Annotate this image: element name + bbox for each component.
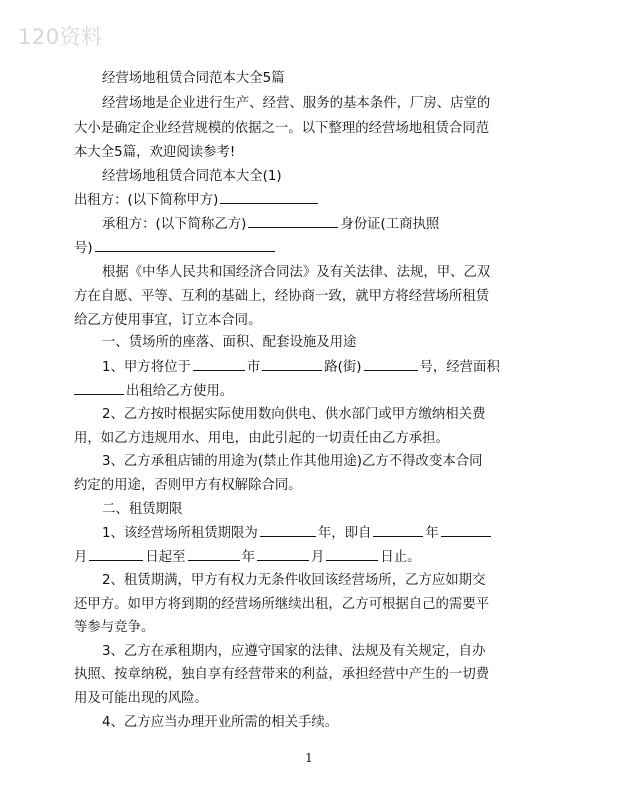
section2-item2: 还甲方。如甲方将到期的经营场所继续出租，乙方可根据自己的需要平 bbox=[74, 597, 490, 612]
intro-line: 大小是确定企业经营规模的依据之一。以下整理的经营场地租赁合同范 bbox=[74, 121, 490, 136]
watermark-logo: 120资料 bbox=[18, 25, 103, 49]
section1-heading: 一、赁场所的座落、面积、配套设施及用途 bbox=[102, 335, 357, 350]
section2-item3: 执照、按章纳税，独自享有经营带来的利益，承担经营中产生的一切费 bbox=[74, 667, 490, 682]
lessor-line bbox=[74, 191, 320, 210]
intro-line: 本大全5篇，欢迎阅读参考! bbox=[74, 145, 236, 160]
contract-title: 经营场地租赁合同范本大全(1) bbox=[102, 169, 282, 184]
section1-item2: 用，如乙方违规用水、用电，由此引起的一切责任由乙方承担。 bbox=[74, 431, 449, 446]
start-year-blank[interactable] bbox=[373, 524, 423, 537]
road-blank[interactable] bbox=[262, 358, 322, 371]
section2-heading: 二、租赁期限 bbox=[102, 502, 183, 517]
preamble-line: 方在自愿、平等、互利的基础上，经协商一致，就甲方将经营场所租赁 bbox=[74, 289, 490, 304]
section2-item2: 2、租赁期满，甲方有权力无条件收回该经营场所，乙方应如期交 bbox=[102, 573, 486, 588]
section1-item3: 3、乙方承租店铺的用途为(禁止作其他用途)乙方不得改变本合同 bbox=[102, 454, 483, 469]
item-text: 日止。 bbox=[380, 550, 421, 565]
start-month-blank[interactable] bbox=[441, 524, 491, 537]
item-text: 年 bbox=[241, 550, 255, 565]
section2-item1-cont bbox=[74, 548, 421, 567]
page-number: 1 bbox=[305, 751, 313, 765]
item-text: 1、该经营场所租赁期限为 bbox=[102, 526, 258, 541]
item-text: 路(街) bbox=[324, 360, 362, 375]
preamble-line: 给乙方使用事宜，订立本合同。 bbox=[74, 313, 262, 328]
id-label: 身份证(工商执照 bbox=[340, 217, 440, 232]
item-text: 出租给乙方使用。 bbox=[126, 384, 234, 399]
preamble-line: 根据《中华人民共和国经济合同法》及有关法律、法规，甲、乙双 bbox=[102, 265, 491, 280]
section1-item3: 约定的用途，否则甲方有权解除合同。 bbox=[74, 478, 302, 493]
item-text: 年，即自 bbox=[317, 526, 372, 541]
number-blank[interactable] bbox=[364, 358, 418, 371]
end-month-blank[interactable] bbox=[257, 548, 309, 561]
id-line bbox=[74, 239, 277, 258]
section2-item4: 4、乙方应当办理开业所需的相关手续。 bbox=[102, 715, 339, 730]
section1-item1 bbox=[102, 358, 500, 377]
lessee-blank[interactable] bbox=[248, 215, 338, 228]
lessee-line bbox=[102, 215, 439, 234]
id-label-end: 号) bbox=[74, 241, 93, 256]
id-blank[interactable] bbox=[95, 239, 275, 252]
document-title: 经营场地租赁合同范本大全5篇 bbox=[102, 71, 285, 86]
item-text: 号，经营面积 bbox=[419, 360, 500, 375]
item-text: 年 bbox=[425, 526, 439, 541]
area-blank[interactable] bbox=[74, 382, 124, 395]
item-text: 月 bbox=[74, 550, 88, 565]
lessor-blank[interactable] bbox=[220, 191, 318, 204]
end-day-blank[interactable] bbox=[326, 548, 378, 561]
years-blank[interactable] bbox=[260, 524, 316, 537]
section2-item2: 等参与竞争。 bbox=[74, 620, 155, 635]
end-year-blank[interactable] bbox=[188, 548, 240, 561]
section2-item1 bbox=[102, 524, 493, 543]
section1-item1-cont bbox=[74, 382, 233, 401]
lessor-label: 出租方：(以下简称甲方) bbox=[74, 193, 219, 208]
start-day-blank[interactable] bbox=[89, 548, 143, 561]
item-text: 月 bbox=[310, 550, 325, 565]
item-text: 市 bbox=[246, 360, 261, 375]
item-text: 日起至 bbox=[145, 550, 186, 565]
city-blank[interactable] bbox=[193, 358, 245, 371]
section2-item3: 用及可能出现的风险。 bbox=[74, 691, 208, 706]
intro-line: 经营场地是企业进行生产、经营、服务的基本条件，厂房、店堂的 bbox=[102, 96, 491, 111]
section2-item3: 3、乙方在承租期内，应遵守国家的法律、法规及有关规定，自办 bbox=[102, 644, 486, 659]
section1-item2: 2、乙方按时根据实际使用数向供电、供水部门或甲方缴纳相关费 bbox=[102, 407, 486, 422]
item-text: 1、甲方将位于 bbox=[102, 360, 191, 375]
lessee-label: 承租方：(以下简称乙方) bbox=[102, 217, 247, 232]
